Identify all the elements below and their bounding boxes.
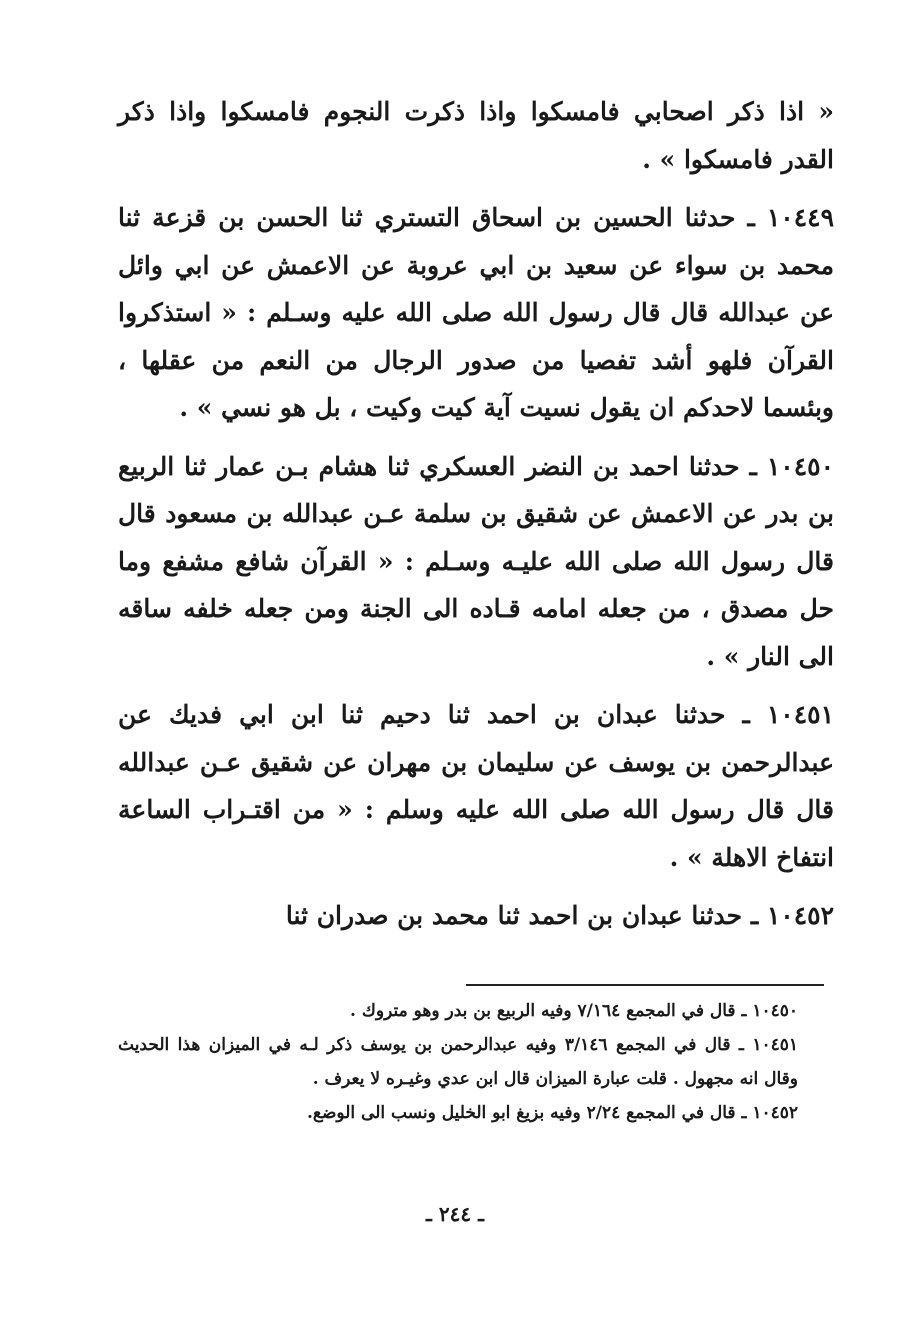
paragraph-continuation: « اذا ذكر اصحابي فامسكوا واذا ذكرت النجوم فامسكوا واذا ذكر القدر فامسكوا » . <box>118 97 834 174</box>
main-text-block <box>118 88 834 951</box>
hadith-10450: ١٠٤٥٠ ـ حدثنا احمد بن النضر العسكري ثنا هشام بـن عمار ثنا الربيع بن بدر عن الاعمش عن شقيق بن سلمة عـن عبدالله بن مسعود قال قال رسول الله صلى الله عليـه وسـلم : « القرآن شافع مشفع وما حل مصدق ، من جعله امامه قـاده الى الجنة ومن جعله خلفه ساقه الى النار » . <box>118 451 834 671</box>
footnotes <box>118 994 834 1130</box>
hadith-10451: ١٠٤٥١ ـ حدثنا عبدان بن احمد ثنا دحيم ثنا ابن ابي فديك عن عبدالرحمن بن يوسف عن سليمان بن مهران عن شقيق عـن عبدالله قال قال رسول الله صلى الله عليه وسلم : « من اقتـراب الساعة انتفاخ الاهلة » . <box>118 700 834 872</box>
hadith-10449: ١٠٤٤٩ ـ حدثنا الحسين بن اسحاق التستري ثنا الحسن بن قزعة ثنا محمد بن سواء عن سعيد بن ابي عروبة عن الاعمش عن ابي وائل عن عبدالله قال قال رسول الله صلى الله عليه وسـلم : « استذكروا القرآن فلهو أشد تفصيا من صدور الرجال من النعم من عقلها ، وبئسما لاحدكم ان يقول نسيت آية كيت وكيت ، بل هو نسي » . <box>118 203 834 422</box>
footnote-10451: ١٠٤٥١ ـ قال في المجمع ٣/١٤٦ وفيه عبدالرحمن بن يوسف ذكر لـه في الميزان هذا الحديث وقال انه مجهول . قلت عبارة الميزان قال ابن عدي وغيـره لا يعرف . <box>118 1035 798 1089</box>
hadith-10452: ١٠٤٥٢ ـ حدثنا عبدان بن احمد ثنا محمد بن صدران ثنا <box>285 901 834 930</box>
page-number: ـ ٢٤٤ ـ <box>426 1202 484 1226</box>
main-text <box>118 88 834 940</box>
footnote-10450: ١٠٤٥٠ ـ قال في المجمع ٧/١٦٤ وفيه الربيع بن بدر وهو متروك . <box>350 1001 798 1021</box>
footnote-separator <box>466 984 824 986</box>
footnote-10452: ١٠٤٥٢ ـ قال في المجمع ٢/٢٤ وفيه بزيغ ابو الخليل ونسب الى الوضع. <box>307 1103 798 1123</box>
